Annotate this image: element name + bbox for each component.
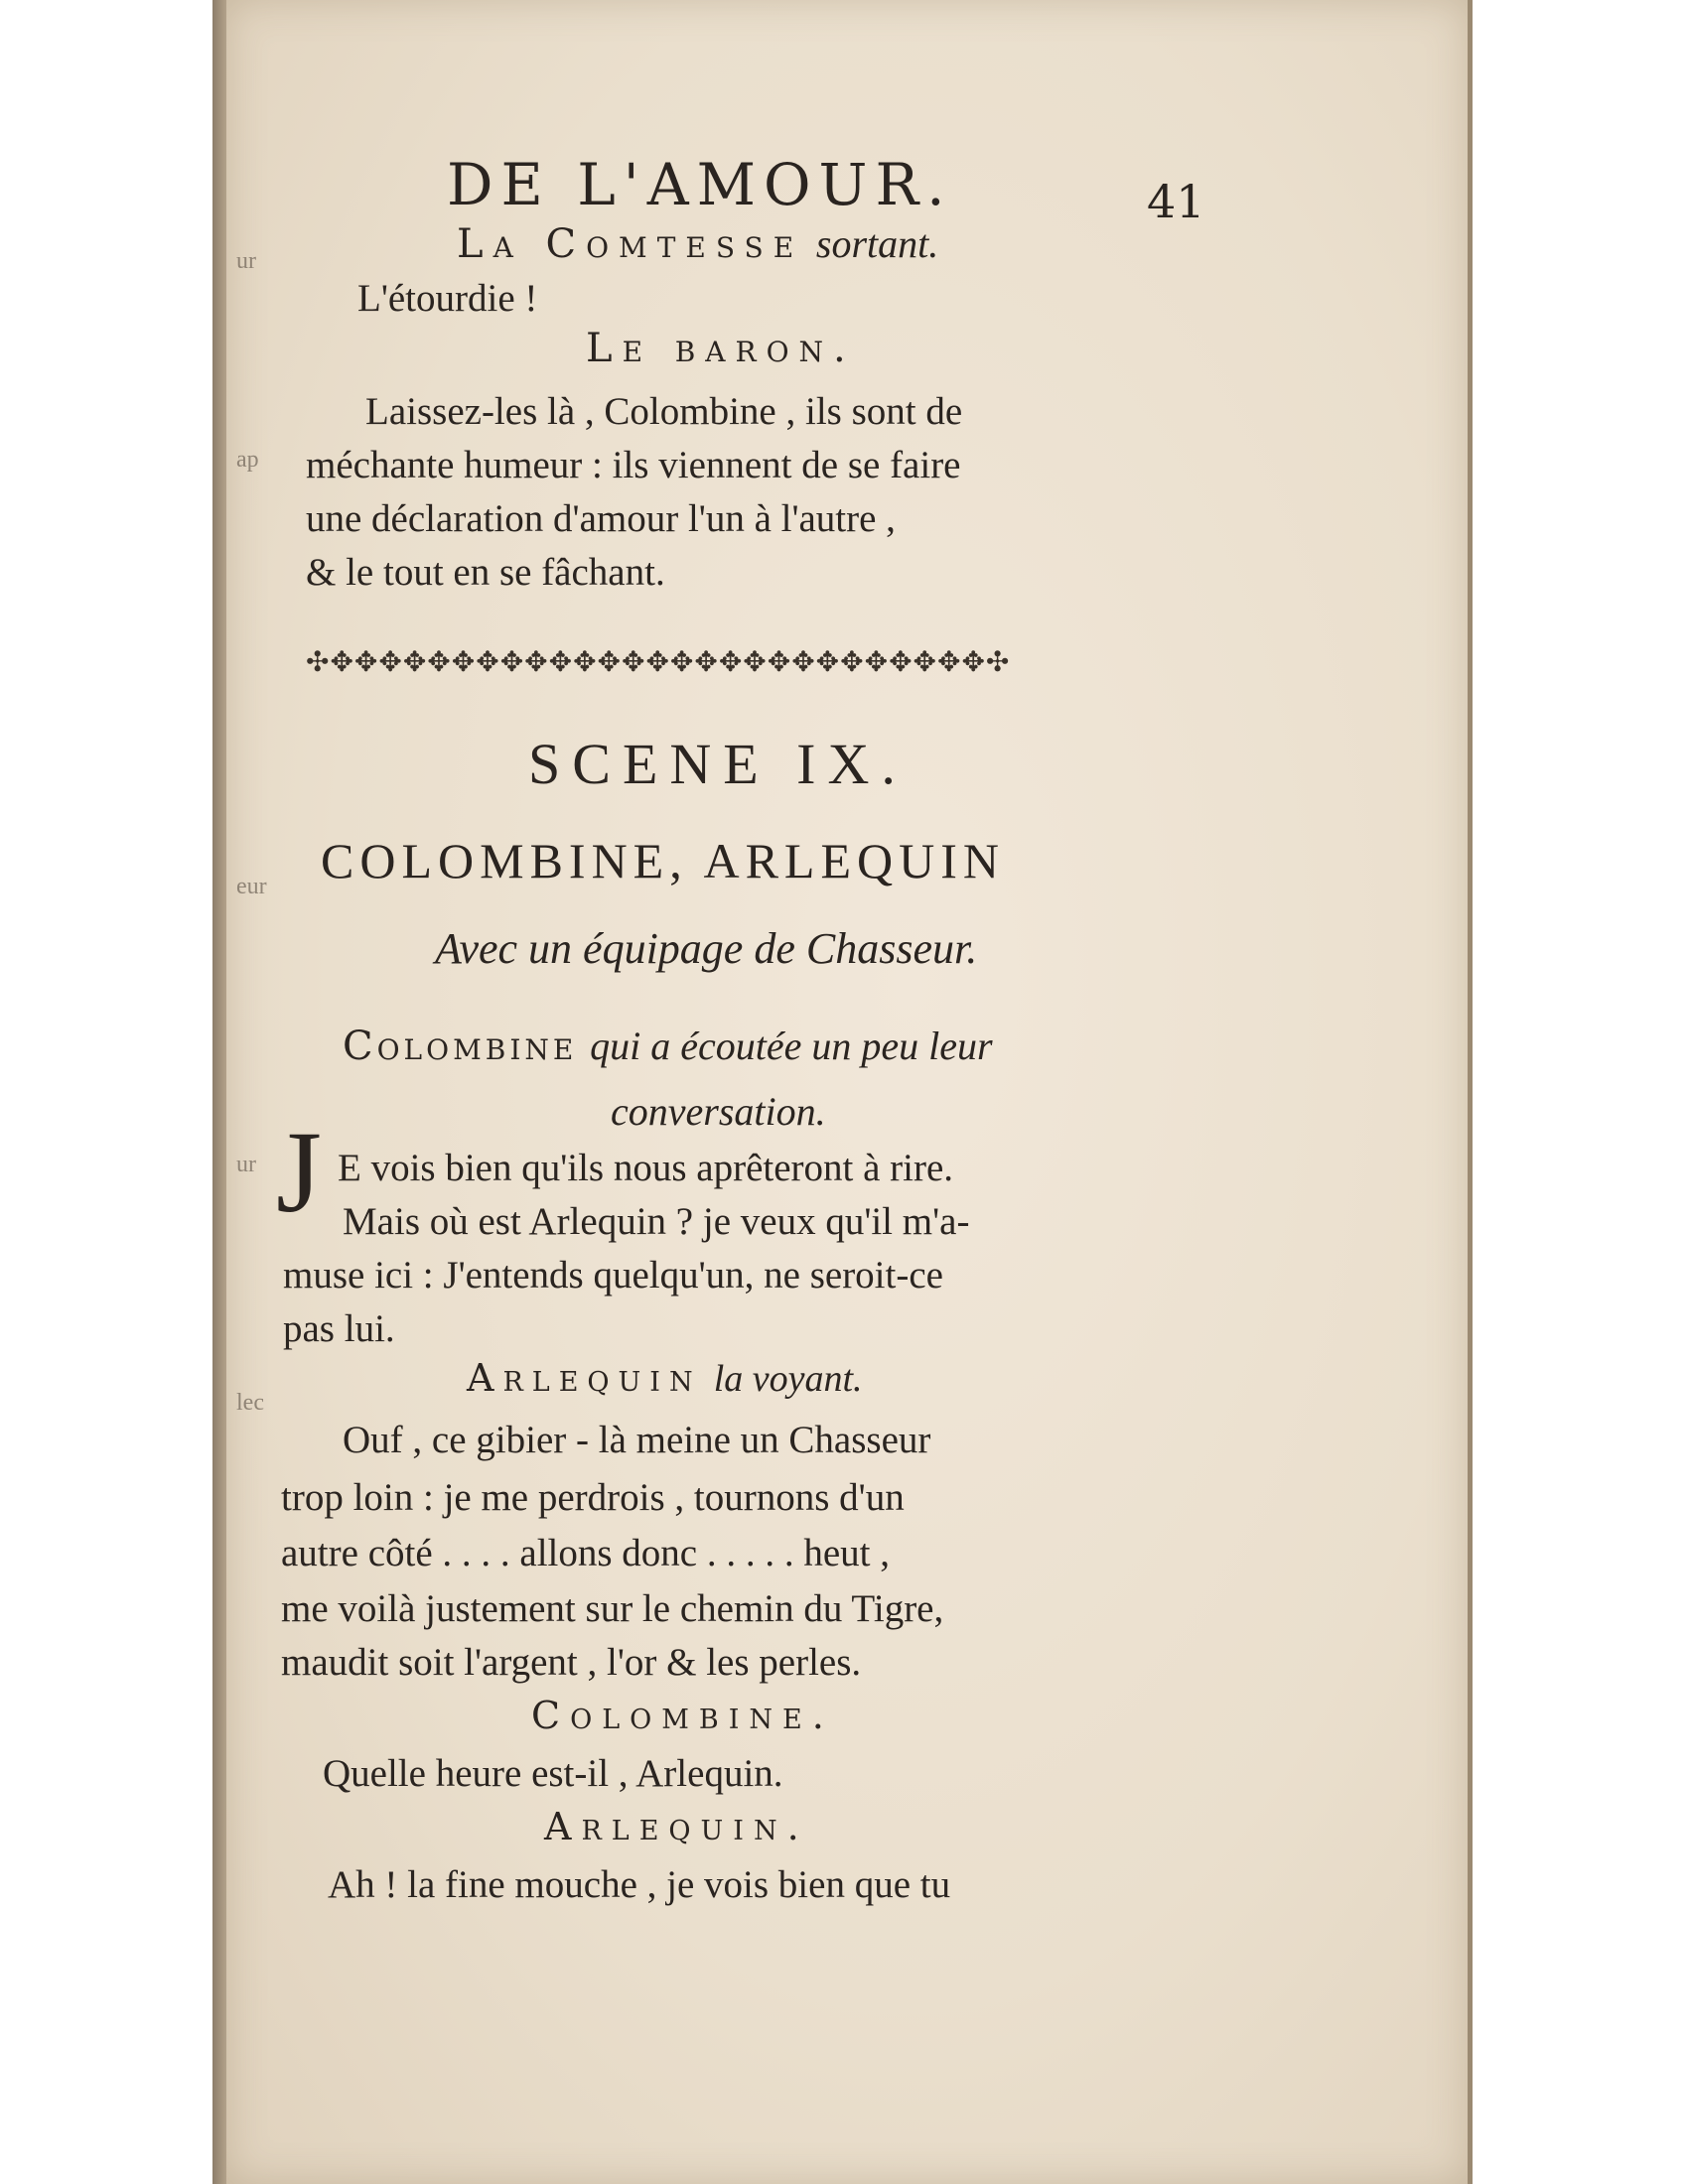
page-number: 41 [1147,175,1205,228]
speech-line: muse ici : J'entends quelqu'un, ne seroit-ce [283,1254,943,1297]
speech-line: L'étourdie ! [357,277,538,320]
speaker-name: La Comtesse [457,221,804,267]
speech-line: E vois bien qu'ils nous aprêteront à rire. [338,1147,954,1189]
speech-line: autre côté . . . . allons donc . . . . . heut , [281,1532,891,1574]
speaker-line [343,1023,993,1069]
speech-line: Quelle heure est-il , Arlequin. [323,1752,783,1795]
speech-line: Ouf , ce gibier - là meine un Chasseur [343,1419,931,1461]
bleed-fragment: ur [236,1152,256,1177]
speaker-name: Arlequin [467,1356,702,1400]
stage-direction: la voyant. [713,1358,863,1400]
speech-line: trop loin : je me perdrois , tournons d'un [281,1476,905,1519]
speaker-name: Le baron. [586,326,856,371]
speech-line: Laissez-les là , Colombine , ils sont de [365,390,963,433]
speech-line: pas lui. [283,1307,395,1350]
speaker-line [467,1356,863,1401]
stage-direction: qui a écoutée un peu leur [590,1024,993,1068]
speech-line: & le tout en se fâchant. [306,551,665,594]
drop-cap: J [276,1107,322,1237]
bleed-fragment: lec [236,1390,264,1416]
scene-characters: COLOMBINE, ARLEQUIN [321,833,1005,888]
stage-direction: sortant. [815,221,939,266]
scene-title: SCENE IX. [528,732,908,796]
speaker-line [457,220,938,267]
running-title: DE L'AMOUR. [447,151,953,218]
speech-line: me voilà justement sur le chemin du Tigre, [281,1587,944,1630]
speech-line: Mais où est Arlequin ? je veux qu'il m'a- [343,1200,970,1243]
bleed-fragment: eur [236,874,267,899]
bleed-fragment: ur [236,248,256,274]
speech-line: maudit soit l'argent , l'or & les perles. [281,1641,862,1684]
page-edge [1468,0,1473,2184]
scene-direction: Avec un équipage de Chasseur. [435,924,978,973]
speech-line: Ah ! la fine mouche , je vois bien que tu [328,1863,951,1906]
speech-line: méchante humeur : ils viennent de se faire [306,444,961,486]
speaker-name: Colombine [343,1024,578,1069]
speech-line: une déclaration d'amour l'un à l'autre , [306,497,896,540]
bleed-fragment: ap [236,447,259,473]
speaker-name: Colombine. [531,1694,834,1737]
ornament-rule: ✣✥✥✥✥✥✥✥✥✥✥✥✥✥✥✥✥✥✥✥✥✥✥✥✥✥✥✥✣ [306,645,1011,678]
speaker-name: Arlequin. [544,1805,809,1848]
stage-direction: conversation. [611,1089,826,1134]
